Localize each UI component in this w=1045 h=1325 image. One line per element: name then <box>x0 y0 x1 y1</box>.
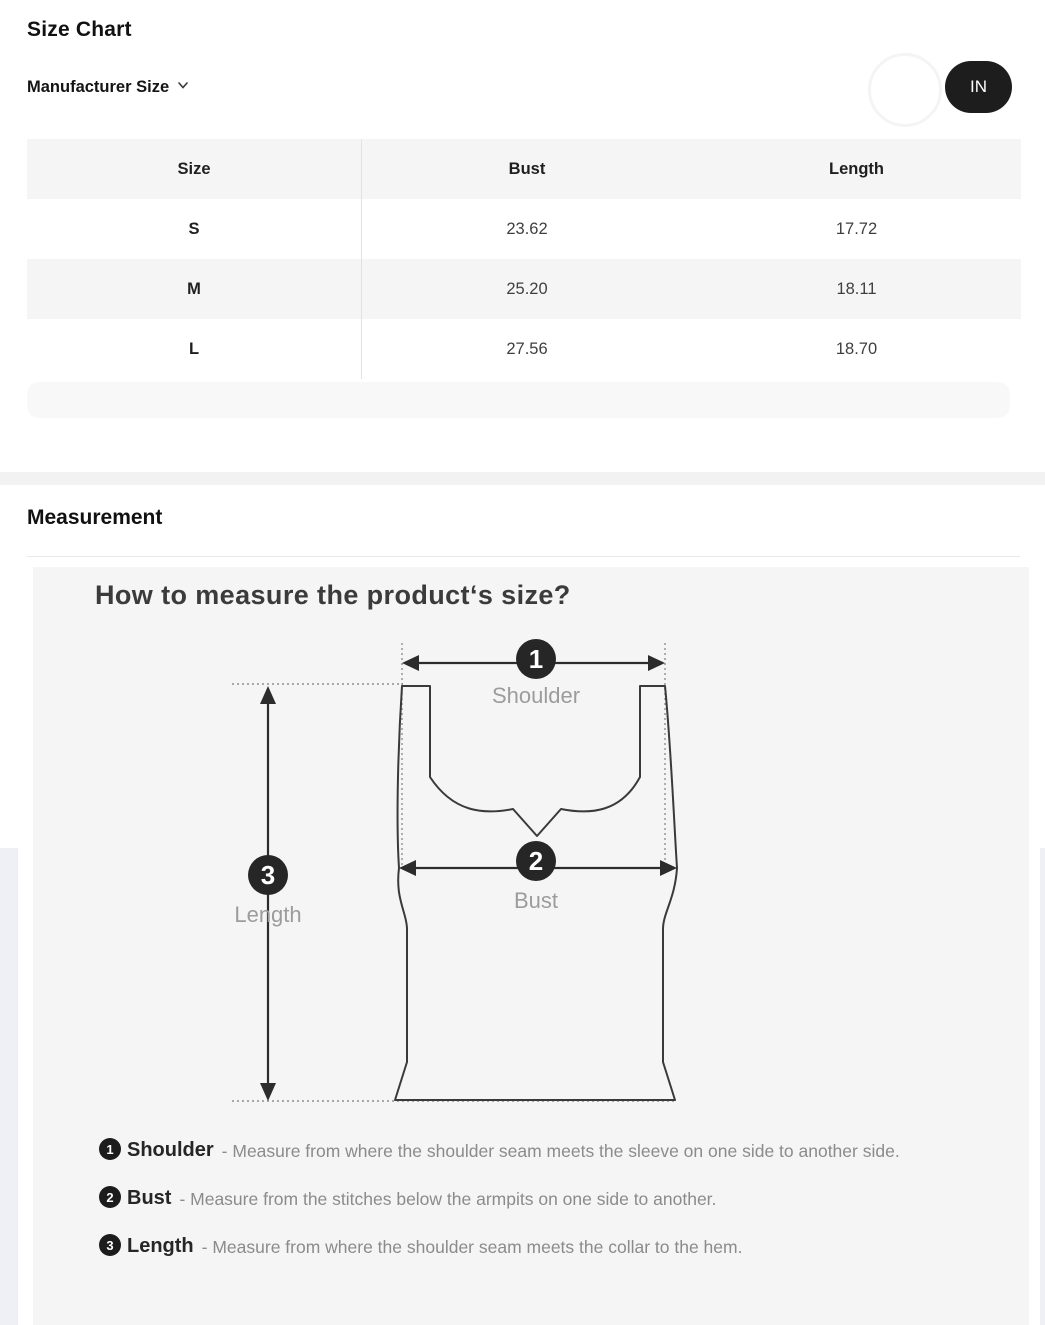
column-header-length: Length <box>829 159 884 178</box>
cell-size: M <box>27 259 362 319</box>
page-title: Size Chart <box>27 18 132 41</box>
diagram-heading: How to measure the product‘s size? <box>95 580 571 610</box>
legend-name: Shoulder <box>127 1139 214 1161</box>
divider-line <box>27 556 1020 557</box>
diagram-label-shoulder: Shoulder <box>491 683 581 708</box>
size-table-header-row <box>27 139 1021 199</box>
legend-name: Bust <box>127 1187 172 1209</box>
svg-text:3: 3 <box>260 860 276 890</box>
page-edge-left <box>0 848 18 1325</box>
list-item <box>99 1135 979 1167</box>
legend-description: - Measure from where the shoulder seam meets the sleeve on one side to another side. <box>221 1141 900 1161</box>
cell-bust: 25.20 <box>506 279 548 298</box>
legend-number-badge: 3 <box>99 1234 121 1256</box>
cell-length: 17.72 <box>835 219 878 238</box>
legend-description: - Measure from the stitches below the armpits on one side to another. <box>179 1189 717 1209</box>
manufacturer-size-dropdown[interactable] <box>27 78 190 97</box>
legend-name: Length <box>127 1235 194 1257</box>
cell-length: 18.70 <box>835 339 878 358</box>
cell-length: 18.11 <box>836 279 877 298</box>
table-row <box>27 199 1021 259</box>
diagram-label-bust: Bust <box>513 888 559 913</box>
legend-description: - Measure from where the shoulder seam meets the collar to the hem. <box>201 1237 743 1257</box>
legend-number-badge: 2 <box>99 1186 121 1208</box>
table-row <box>27 319 1021 379</box>
cell-bust: 23.62 <box>506 219 548 238</box>
list-item <box>99 1231 979 1263</box>
unit-toggle-ghost-circle <box>868 53 942 127</box>
chevron-down-icon <box>176 78 190 97</box>
measurement-legend <box>99 1135 979 1279</box>
list-item <box>99 1183 979 1215</box>
manufacturer-size-label: Manufacturer Size <box>27 78 170 96</box>
svg-text:2: 2 <box>528 846 544 876</box>
unit-inches-button[interactable]: IN <box>945 61 1012 113</box>
cell-size: S <box>27 199 362 259</box>
cell-bust: 27.56 <box>506 339 548 358</box>
svg-text:1: 1 <box>528 644 544 674</box>
table-row <box>27 259 1021 319</box>
size-table <box>27 139 1021 379</box>
section-divider-band <box>0 472 1045 485</box>
page-edge-right <box>1040 848 1045 1325</box>
column-header-bust: Bust <box>508 159 546 178</box>
measurement-panel <box>33 567 1029 1325</box>
diagram-label-length: Length <box>234 902 302 927</box>
legend-number-badge: 1 <box>99 1138 121 1160</box>
measurement-title: Measurement <box>27 506 163 529</box>
faded-strip <box>27 382 1010 418</box>
cell-size: L <box>27 319 362 379</box>
column-header-size: Size <box>27 139 362 199</box>
